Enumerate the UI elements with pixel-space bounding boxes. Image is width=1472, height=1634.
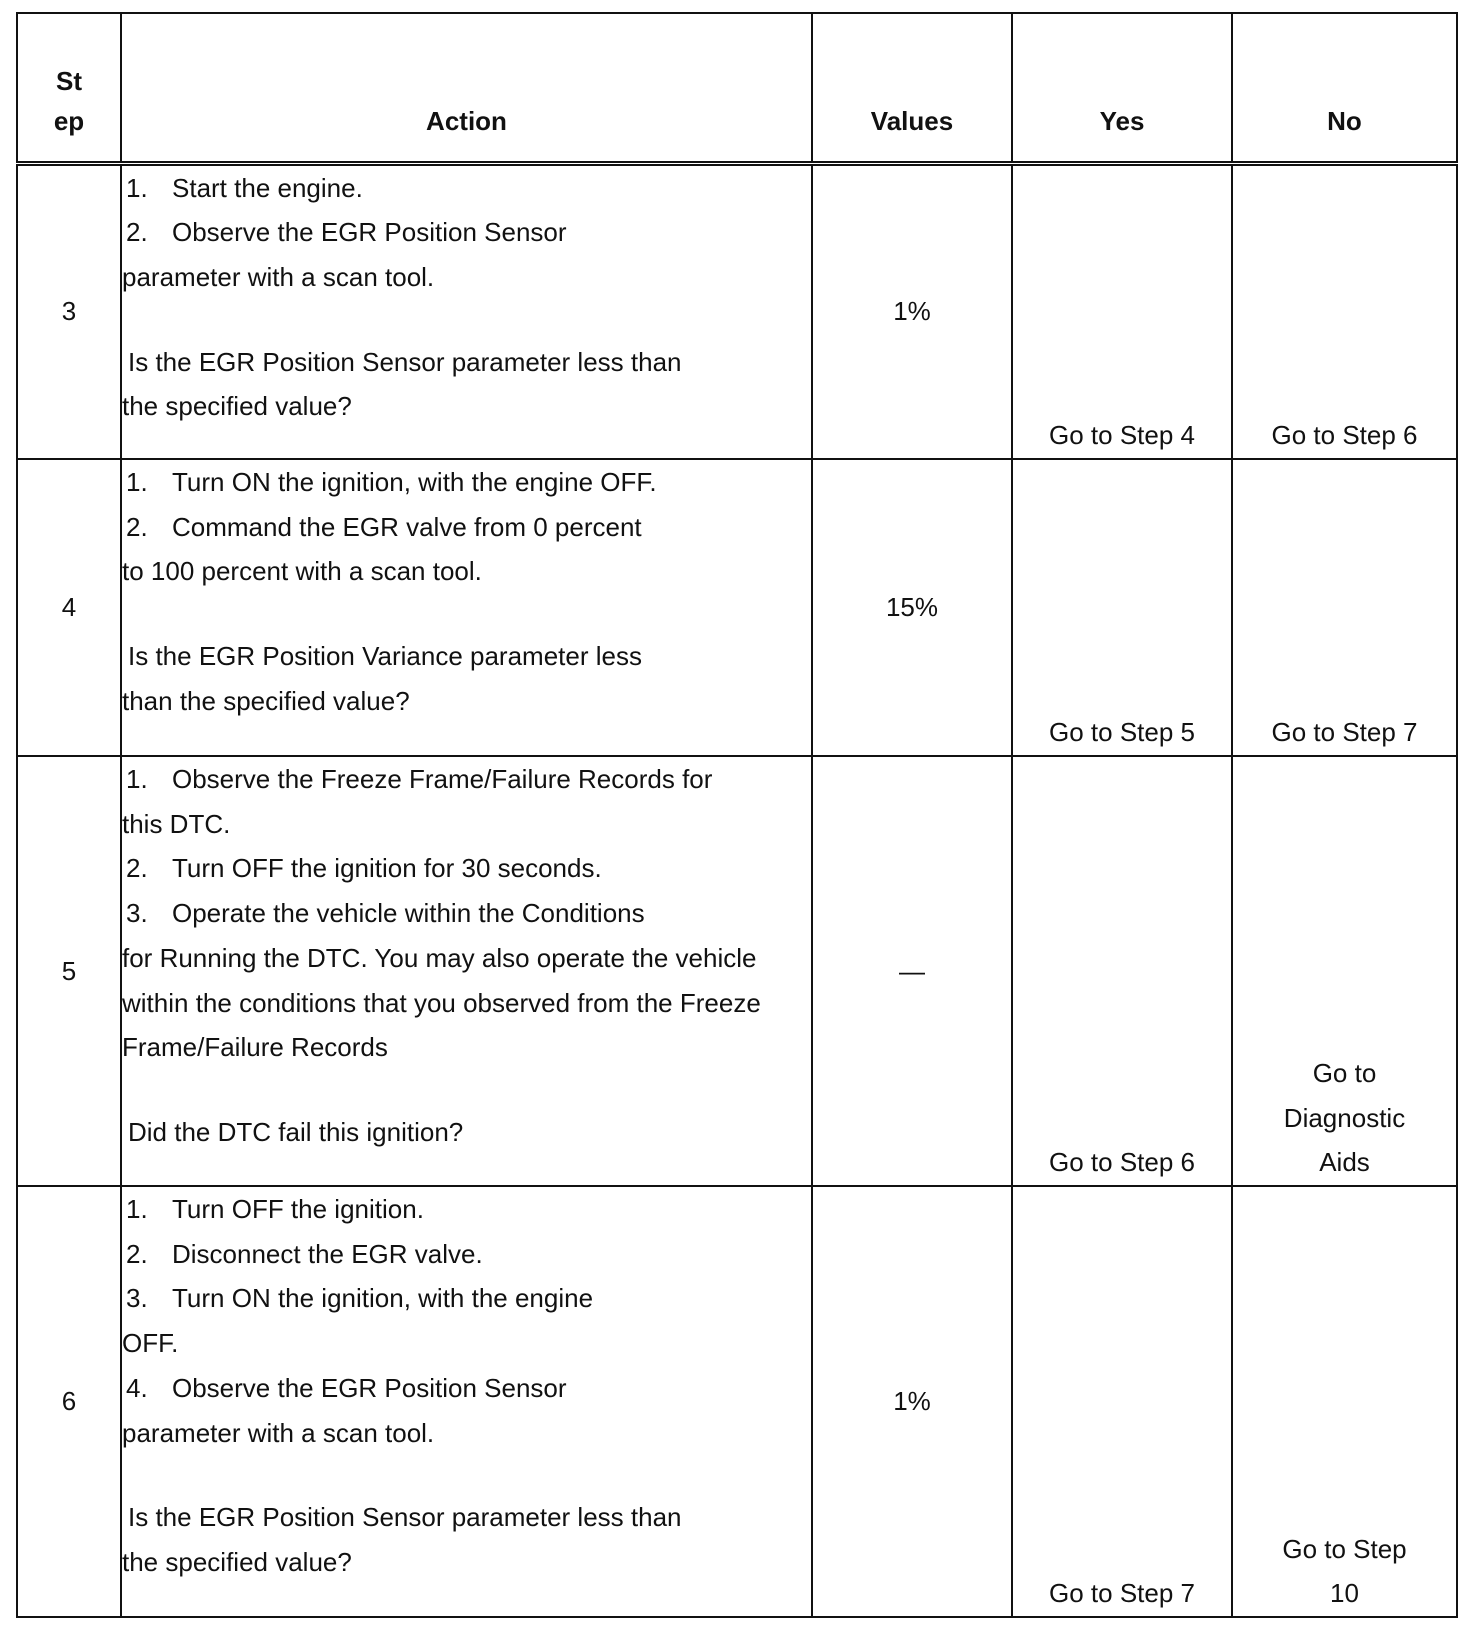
- value-cell: 15%: [812, 459, 1012, 756]
- action-item: 3. Turn ON the ignition, with the engine: [126, 1283, 594, 1314]
- yes-cell: Go to Step 5: [1012, 459, 1232, 756]
- action-item: 1. Turn OFF the ignition.: [126, 1194, 424, 1225]
- action-item-continued: OFF.: [122, 1328, 179, 1359]
- action-question: Is the EGR Position Variance parameter less: [128, 641, 642, 672]
- header-yes: Yes: [1012, 13, 1232, 163]
- diagnostic-table: [16, 12, 1458, 1618]
- step-number: 6: [17, 1186, 121, 1617]
- yes-cell: Go to Step 4: [1012, 163, 1232, 459]
- yes-cell: Go to Step 7: [1012, 1186, 1232, 1617]
- step-number: 3: [17, 163, 121, 459]
- action-cell: [121, 459, 812, 756]
- header-row: [17, 13, 1457, 163]
- action-item-continued: to 100 percent with a scan tool.: [122, 556, 482, 587]
- no-cell: Go to Step 10: [1232, 1186, 1457, 1617]
- action-item-continued: parameter with a scan tool.: [122, 261, 435, 292]
- table-row: [17, 1186, 1457, 1617]
- action-item: 2. Turn OFF the ignition for 30 seconds.: [126, 853, 602, 884]
- action-question-continued: the specified value?: [122, 1546, 352, 1577]
- action-item-continued: for Running the DTC. You may also operate the vehicle within the conditions that you observed from the Freeze Frame/Failure Records: [122, 942, 761, 1063]
- action-question-continued: the specified value?: [122, 391, 352, 422]
- action-item-continued: this DTC.: [122, 808, 231, 839]
- header-step: Step: [17, 13, 121, 163]
- action-question: Is the EGR Position Sensor parameter less than: [128, 1502, 682, 1533]
- value-cell: 1%: [812, 1186, 1012, 1617]
- table-row: [17, 459, 1457, 756]
- action-item: 3. Operate the vehicle within the Conditions: [126, 898, 645, 929]
- action-cell: [121, 1186, 812, 1617]
- value-cell: —: [812, 756, 1012, 1186]
- no-cell: Go to Diagnostic Aids: [1232, 756, 1457, 1186]
- action-item: 4. Observe the EGR Position Sensor: [126, 1372, 567, 1403]
- action-item: 2. Observe the EGR Position Sensor: [126, 217, 567, 248]
- action-item: 1. Start the engine.: [126, 172, 363, 203]
- action-item: 1. Observe the Freeze Frame/Failure Records for: [126, 764, 713, 795]
- step-number: 5: [17, 756, 121, 1186]
- no-cell: Go to Step 6: [1232, 163, 1457, 459]
- step-number: 4: [17, 459, 121, 756]
- action-cell: [121, 163, 812, 459]
- no-cell: Go to Step 7: [1232, 459, 1457, 756]
- action-cell: [121, 756, 812, 1186]
- table-row: [17, 756, 1457, 1186]
- action-item: 2. Disconnect the EGR valve.: [126, 1238, 483, 1269]
- action-question-continued: than the specified value?: [122, 685, 410, 716]
- header-values: Values: [812, 13, 1012, 163]
- action-item-continued: parameter with a scan tool.: [122, 1417, 435, 1448]
- value-cell: 1%: [812, 163, 1012, 459]
- header-no: No: [1232, 13, 1457, 163]
- action-question: Did the DTC fail this ignition?: [128, 1116, 464, 1147]
- table-row: [17, 163, 1457, 459]
- action-question: Is the EGR Position Sensor parameter less than: [128, 346, 682, 377]
- action-item: 2. Command the EGR valve from 0 percent: [126, 511, 642, 542]
- header-action: Action: [121, 13, 812, 163]
- action-item: 1. Turn ON the ignition, with the engine OFF.: [126, 467, 657, 498]
- yes-cell: Go to Step 6: [1012, 756, 1232, 1186]
